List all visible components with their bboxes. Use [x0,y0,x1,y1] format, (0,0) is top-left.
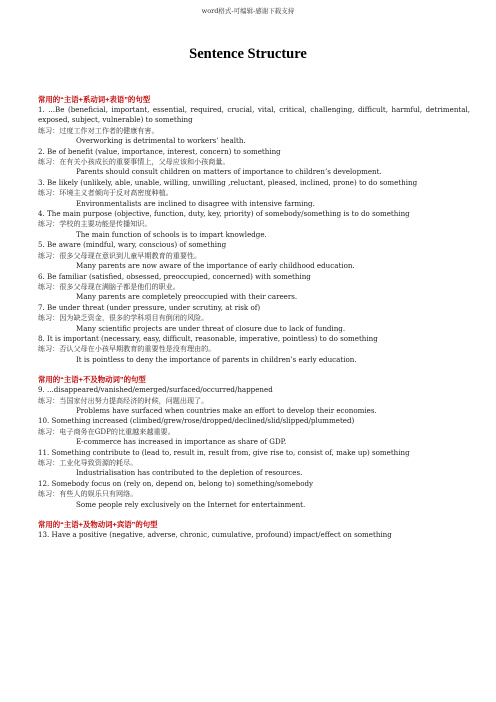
section-heading: 常用的“主语+不及物动词”的句型 [38,375,146,385]
pattern-line: 4. The main purpose (objective, function, duty, key, priority) of somebody/something is to do something [38,209,410,219]
practice-line: 练习：学校的主要功能是传播知识。 [38,219,152,229]
practice-line: 练习：工业化导致资源的耗尽。 [38,458,138,467]
section-heading: 常用的“主语+系动词+表语”的句型 [38,95,151,104]
practice-line: 练习：很多父母现在意识到儿童早期教育的重要性。 [38,250,202,260]
practice-line: 练习：当国家付出努力提高经济的时候，问题出现了。 [38,395,209,405]
example-sentence: E-commerce has increased in importance as share of GDP. [76,437,287,447]
pattern-line: 5. Be aware (mindful, wary, conscious) of something [38,240,227,250]
example-sentence: Overworking is detrimental to workers’ health. [76,136,246,146]
example-sentence: Problems have surfaced when countries make an effort to develop their economies. [76,405,377,415]
pattern-line: 6. Be familiar (satisfied, obsessed, preoccupied, concerned) with something [38,271,311,281]
pattern-line: 12. Somebody focus on (rely on, depend on, belong to) something/somebody [38,478,314,488]
example-sentence: Many parents are completely preoccupied with their careers. [76,292,298,302]
example-sentence: Industrialisation has contributed to the depletion of resources. [76,468,303,478]
example-sentence: Many scientific projects are under threat of closure due to lack of funding. [76,323,346,333]
pattern-line: 8. It is important (necessary, easy, difficult, reasonable, imperative, pointless) to do something [38,333,378,343]
example-sentence: Environmentalists are inclined to disagree with intensive farming. [76,198,315,208]
practice-line: 练习：电子商务在GDP的比重越来越重要。 [38,426,175,436]
example-sentence: It is pointless to deny the importance of parents in children’s early education. [76,354,357,364]
pattern-line: 1. ...Be (beneficial, important, essential, required, crucial, vital, critical, challenging, difficult, harmful, detrimental, exposed, subject, vulnerable) to something [38,105,470,125]
example-sentence: Many parents are now aware of the importance of early childhood education. [76,261,355,271]
pattern-line: 7. Be under threat (under pressure, under scrutiny, at risk of) [38,302,261,312]
page-title: Sentence Structure [189,46,307,62]
practice-line: 练习：因为缺乏资金，很多的学科项目有倒闭的风险。 [38,313,209,323]
practice-line: 练习：有些人的娱乐只有网络。 [38,489,138,499]
practice-line: 练习：否认父母在小孩早期教育的重要性是没有理由的。 [38,344,216,354]
pattern-line: 3. Be likely (unlikely, able, unable, willing, unwilling ,reluctant, pleased, inclined, prone) to do something [38,177,418,187]
practice-line: 练习：过度工作对工作者的健康有害。 [38,125,159,135]
example-sentence: The main function of schools is to impart knowledge. [76,229,267,239]
pattern-line: 10. Something increased (climbed/grew/rose/dropped/declined/slid/slipped/plummeted) [38,416,355,426]
example-sentence: Some people rely exclusively on the Internet for entertainment. [76,499,306,509]
example-sentence: Parents should consult children on matters of importance to children’s development. [76,167,382,177]
header-note: word格式-可编辑-感谢下载支持 [201,7,295,15]
pattern-line: 11. Something contribute to (lead to, result in, result from, give rise to, consist of, make up) something [38,447,410,457]
section-heading: 常用的“主语+及物动词+宾语”的句型 [38,520,158,530]
pattern-line: 2. Be of benefit (value, importance, interest, concern) to something [38,146,281,156]
practice-line: 练习：在有关小孩成长的重要事情上，父母应该和小孩商量。 [38,157,230,167]
pattern-line: 13. Have a positive (negative, adverse, chronic, cumulative, profound) impact/effect on something [38,530,392,540]
practice-line: 练习：环境主义者倾向于反对高密度种植。 [38,188,173,198]
pattern-line: 9. ...disappeared/vanished/emerged/surfaced/occurred/happened [38,385,273,395]
document-body [38,95,470,540]
practice-line: 练习：很多父母现在满脑子都是他们的职业。 [38,281,180,291]
